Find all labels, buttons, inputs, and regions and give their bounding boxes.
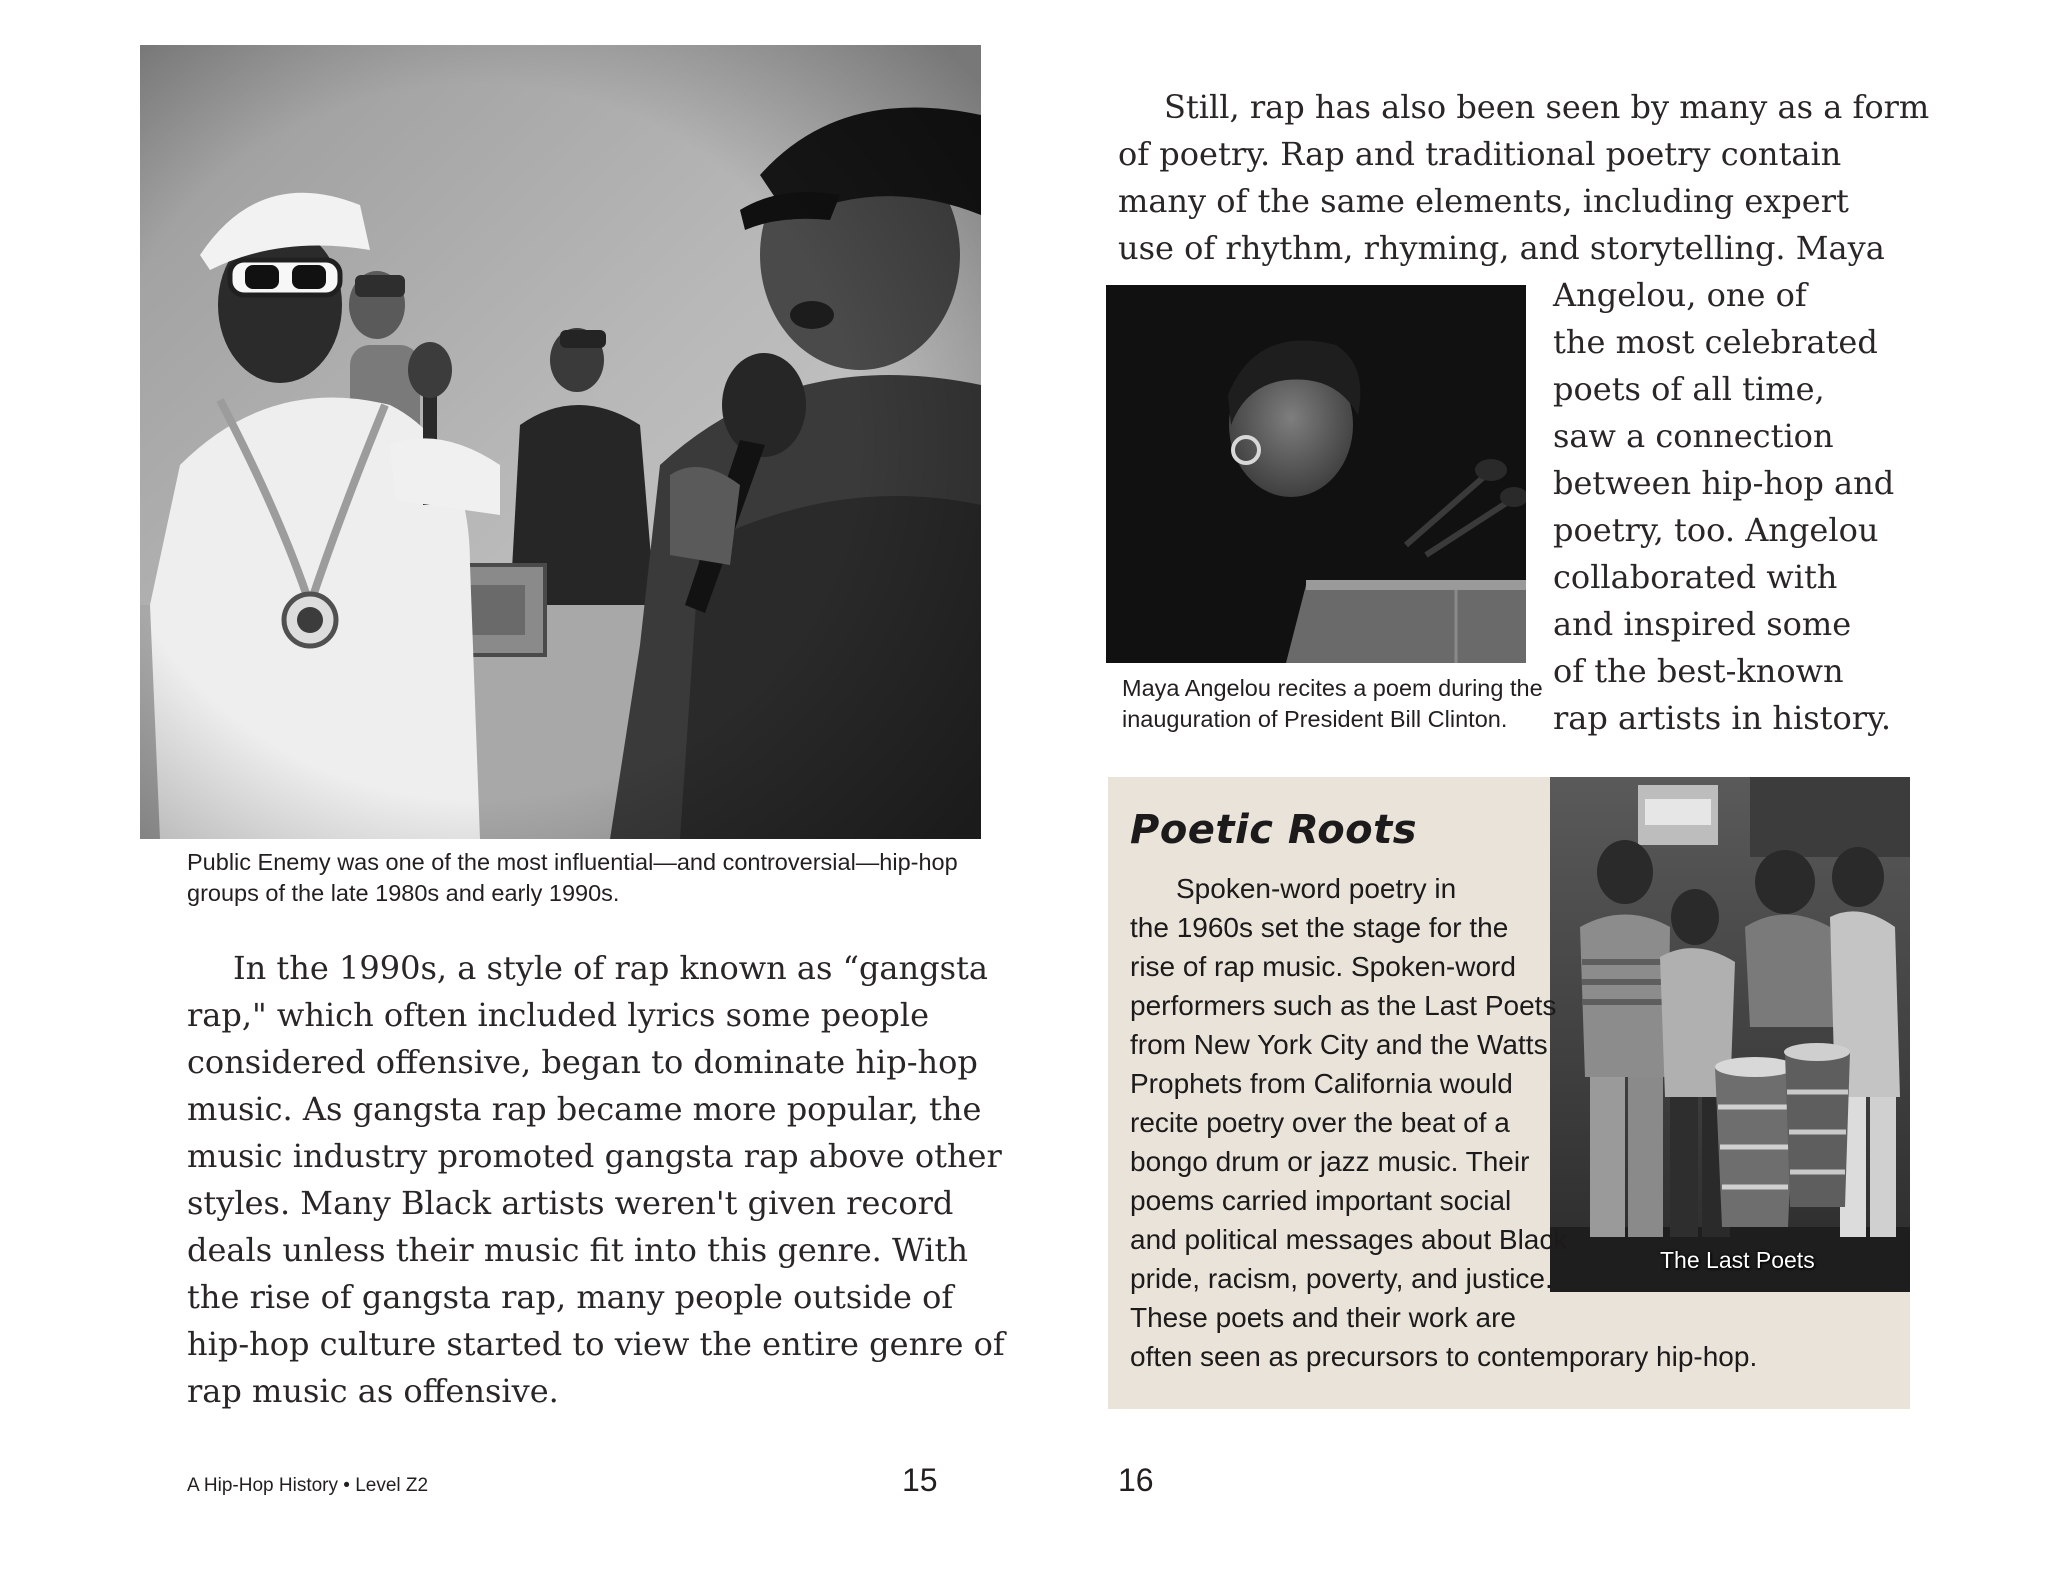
text-line: deals unless their music fit into this genre. With	[187, 1231, 968, 1269]
text-line: rap artists in history.	[1553, 699, 1892, 737]
maya-angelou-photo	[1106, 285, 1526, 663]
page-number-15: 15	[902, 1462, 938, 1498]
text-line: poets of all time,	[1553, 370, 1825, 408]
caption-line: inauguration of President Bill Clinton.	[1122, 706, 1508, 732]
text-line: hip-hop culture started to view the entire genre of	[187, 1325, 1005, 1363]
text-line: music industry promoted gangsta rap above other	[187, 1137, 1002, 1175]
right-body-paragraph-wrap	[1553, 272, 1973, 742]
text-line: of poetry. Rap and traditional poetry contain	[1118, 135, 1842, 173]
text-line: Still, rap has also been seen by many as a form	[1164, 88, 1930, 126]
text-line: use of rhythm, rhyming, and storytelling. Maya	[1118, 229, 1885, 267]
sidebar-line: Prophets from California would	[1130, 1068, 1513, 1099]
sidebar-line: Spoken-word poetry in	[1176, 873, 1457, 904]
sidebar-title: Poetic Roots	[1130, 807, 1418, 853]
text-line: styles. Many Black artists weren't given record	[187, 1184, 954, 1222]
text-line: considered offensive, began to dominate hip-hop	[187, 1043, 978, 1081]
caption-line: Public Enemy was one of the most influential—and controversial—hip-hop	[187, 849, 958, 875]
sidebar-line: and political messages about Black	[1130, 1224, 1568, 1255]
text-line: In the 1990s, a style of rap known as “gangsta	[233, 949, 988, 987]
text-line: saw a connection	[1553, 417, 1834, 455]
text-line: and inspired some	[1553, 605, 1852, 643]
sidebar-line: often seen as precursors to contemporary hip-hop.	[1130, 1341, 1758, 1372]
caption-line: groups of the late 1980s and early 1990s.	[187, 880, 620, 906]
poetic-roots-sidebar	[1108, 777, 1910, 1409]
text-line: poetry, too. Angelou	[1553, 511, 1879, 549]
text-line: rap music as offensive.	[187, 1372, 559, 1410]
sidebar-body	[1130, 869, 1900, 1376]
sidebar-line: recite poetry over the beat of a	[1130, 1107, 1510, 1138]
sidebar-line: bongo drum or jazz music. Their	[1130, 1146, 1530, 1177]
sidebar-line: poems carried important social	[1130, 1185, 1512, 1216]
sidebar-line: pride, racism, poverty, and justice.	[1130, 1263, 1553, 1294]
text-line: the most celebrated	[1553, 323, 1878, 361]
footer-book-title: A Hip-Hop History • Level Z2	[187, 1475, 429, 1496]
text-line: the rise of gangsta rap, many people outside of	[187, 1278, 954, 1316]
text-line: rap," which often included lyrics some people	[187, 996, 930, 1034]
text-line: music. As gangsta rap became more popular, the	[187, 1090, 982, 1128]
text-line: collaborated with	[1553, 558, 1838, 596]
text-line: of the best-known	[1553, 652, 1844, 690]
text-line: Angelou, one of	[1553, 276, 1807, 314]
text-line: many of the same elements, including expert	[1118, 182, 1849, 220]
maya-angelou-caption	[1122, 673, 1543, 735]
right-body-paragraph-top	[1118, 84, 1978, 272]
sidebar-line: performers such as the Last Poets	[1130, 990, 1557, 1021]
page-number-16: 16	[1118, 1462, 1154, 1498]
last-poets-photo-label: The Last Poets	[1660, 1247, 1815, 1273]
sidebar-line: rise of rap music. Spoken-word	[1130, 951, 1516, 982]
left-body-paragraph	[187, 945, 1005, 1415]
sidebar-line: These poets and their work are	[1130, 1302, 1516, 1333]
caption-line: Maya Angelou recites a poem during the	[1122, 675, 1543, 701]
public-enemy-photo	[140, 45, 981, 839]
sidebar-line: from New York City and the Watts	[1130, 1029, 1548, 1060]
text-line: between hip-hop and	[1553, 464, 1895, 502]
public-enemy-caption	[187, 847, 987, 909]
sidebar-line: the 1960s set the stage for the	[1130, 912, 1509, 943]
right-page	[1024, 0, 2048, 1582]
